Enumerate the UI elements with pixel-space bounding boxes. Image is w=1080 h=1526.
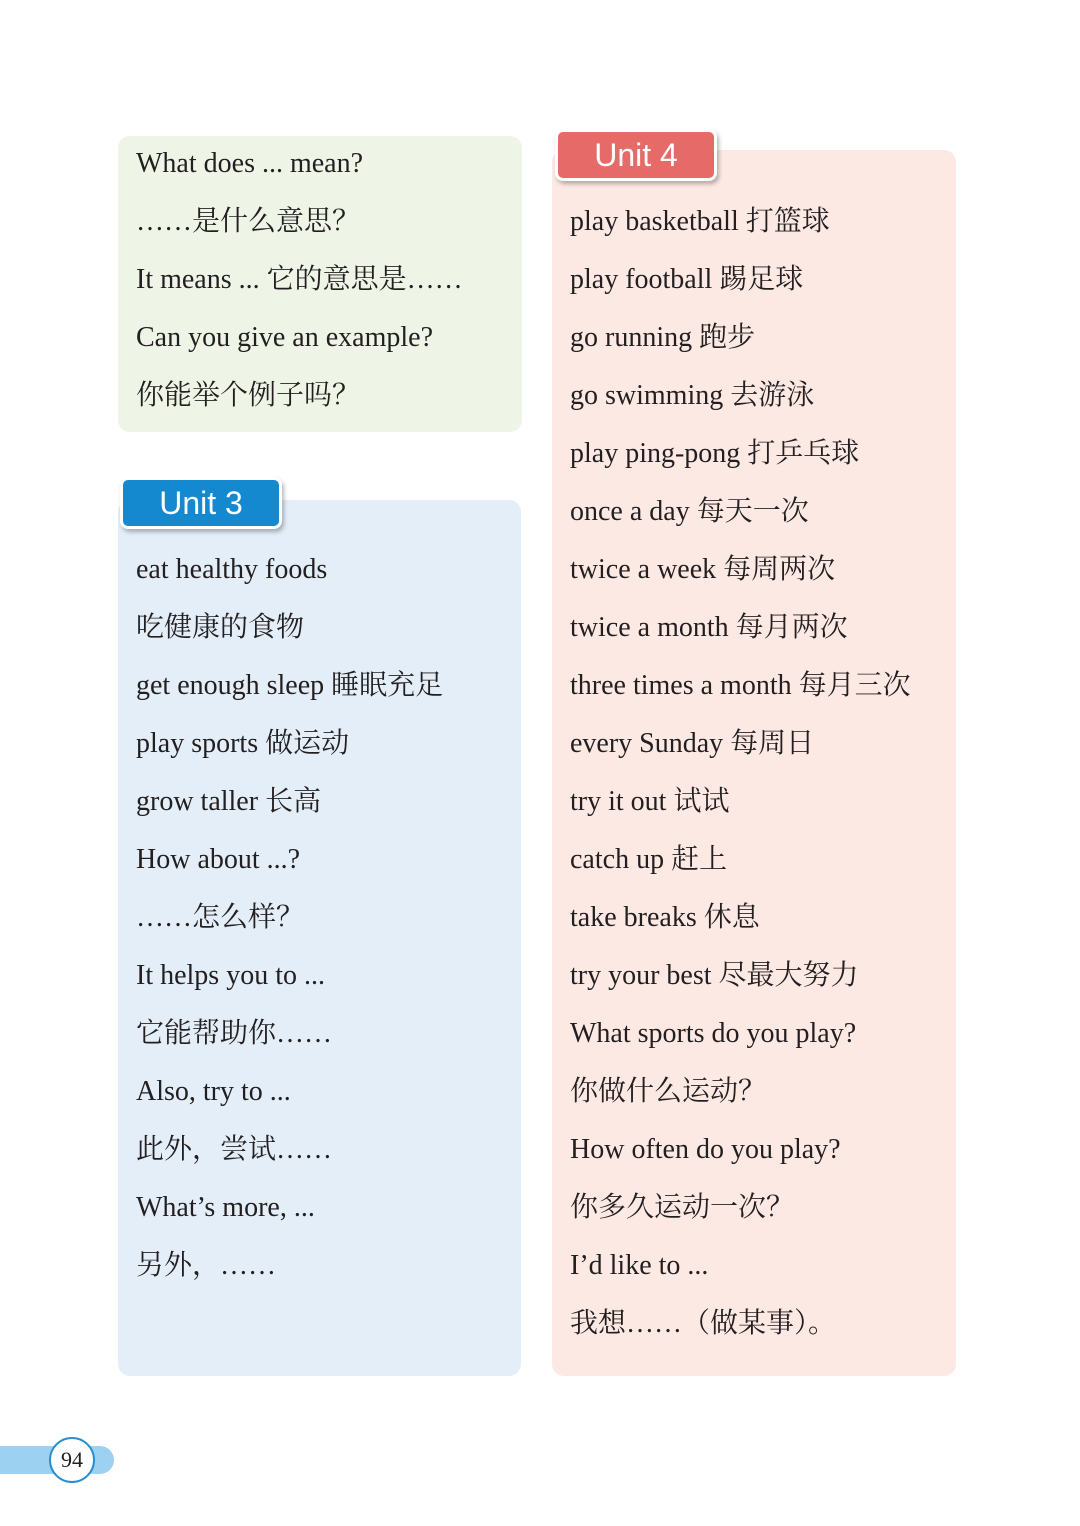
phrase-line: twice a week 每周两次 <box>570 554 836 585</box>
phrase-line: 它能帮助你…… <box>136 1018 333 1049</box>
phrase-line: 你能举个例子吗？ <box>136 380 361 411</box>
phrase-line: eat healthy foods <box>136 554 328 585</box>
phrase-line: twice a month 每月两次 <box>570 612 848 643</box>
phrase-line: take breaks 休息 <box>570 902 760 933</box>
phrase-line: What does ... mean? <box>136 148 364 179</box>
phrase-line: go running 跑步 <box>570 322 756 353</box>
phrase-line: What sports do you play? <box>570 1018 857 1049</box>
page-number: 94 <box>49 1437 95 1483</box>
phrase-line: get enough sleep 睡眠充足 <box>136 670 444 701</box>
phrase-line: play ping-pong 打乒乓球 <box>570 438 860 469</box>
phrase-line: 你多久运动一次？ <box>570 1192 795 1223</box>
phrase-line: grow taller 长高 <box>136 786 322 817</box>
phrase-line: How about ...? <box>136 844 301 875</box>
phrase-line: ……怎么样？ <box>136 902 305 933</box>
phrase-line: every Sunday 每周日 <box>570 728 815 759</box>
phrase-line: play basketball 打篮球 <box>570 206 830 237</box>
phrase-line: go swimming 去游泳 <box>570 380 815 411</box>
phrase-line: 另外，…… <box>136 1250 277 1281</box>
unit4-tab: Unit 4 <box>555 129 717 181</box>
phrase-line: It means ... 它的意思是…… <box>136 264 463 295</box>
phrase-line: ……是什么意思？ <box>136 206 361 237</box>
phrase-list-top <box>136 135 463 425</box>
unit3-phrase-list <box>136 541 443 1295</box>
phrase-line: I’d like to ... <box>570 1250 709 1281</box>
phrase-line: play football 踢足球 <box>570 264 804 295</box>
unit3-tab: Unit 3 <box>120 477 282 529</box>
phrase-line: once a day 每天一次 <box>570 496 809 527</box>
phrase-line: Also, try to ... <box>136 1076 291 1107</box>
phrase-line: three times a month 每月三次 <box>570 670 911 701</box>
phrase-line: try your best 尽最大努力 <box>570 960 859 991</box>
phrase-line: 此外，尝试…… <box>136 1134 333 1165</box>
phrase-line: try it out 试试 <box>570 786 730 817</box>
phrase-line: What’s more, ... <box>136 1192 315 1223</box>
unit4-phrase-list <box>570 193 911 1353</box>
phrase-line: 我想……（做某事）。 <box>570 1308 837 1339</box>
phrase-line: It helps you to ... <box>136 960 325 991</box>
phrase-line: How often do you play? <box>570 1134 841 1165</box>
phrase-line: Can you give an example? <box>136 322 434 353</box>
phrase-line: play sports 做运动 <box>136 728 350 759</box>
phrase-line: catch up 赶上 <box>570 844 728 875</box>
phrase-line: 吃健康的食物 <box>136 612 305 643</box>
phrase-line: 你做什么运动？ <box>570 1076 767 1107</box>
